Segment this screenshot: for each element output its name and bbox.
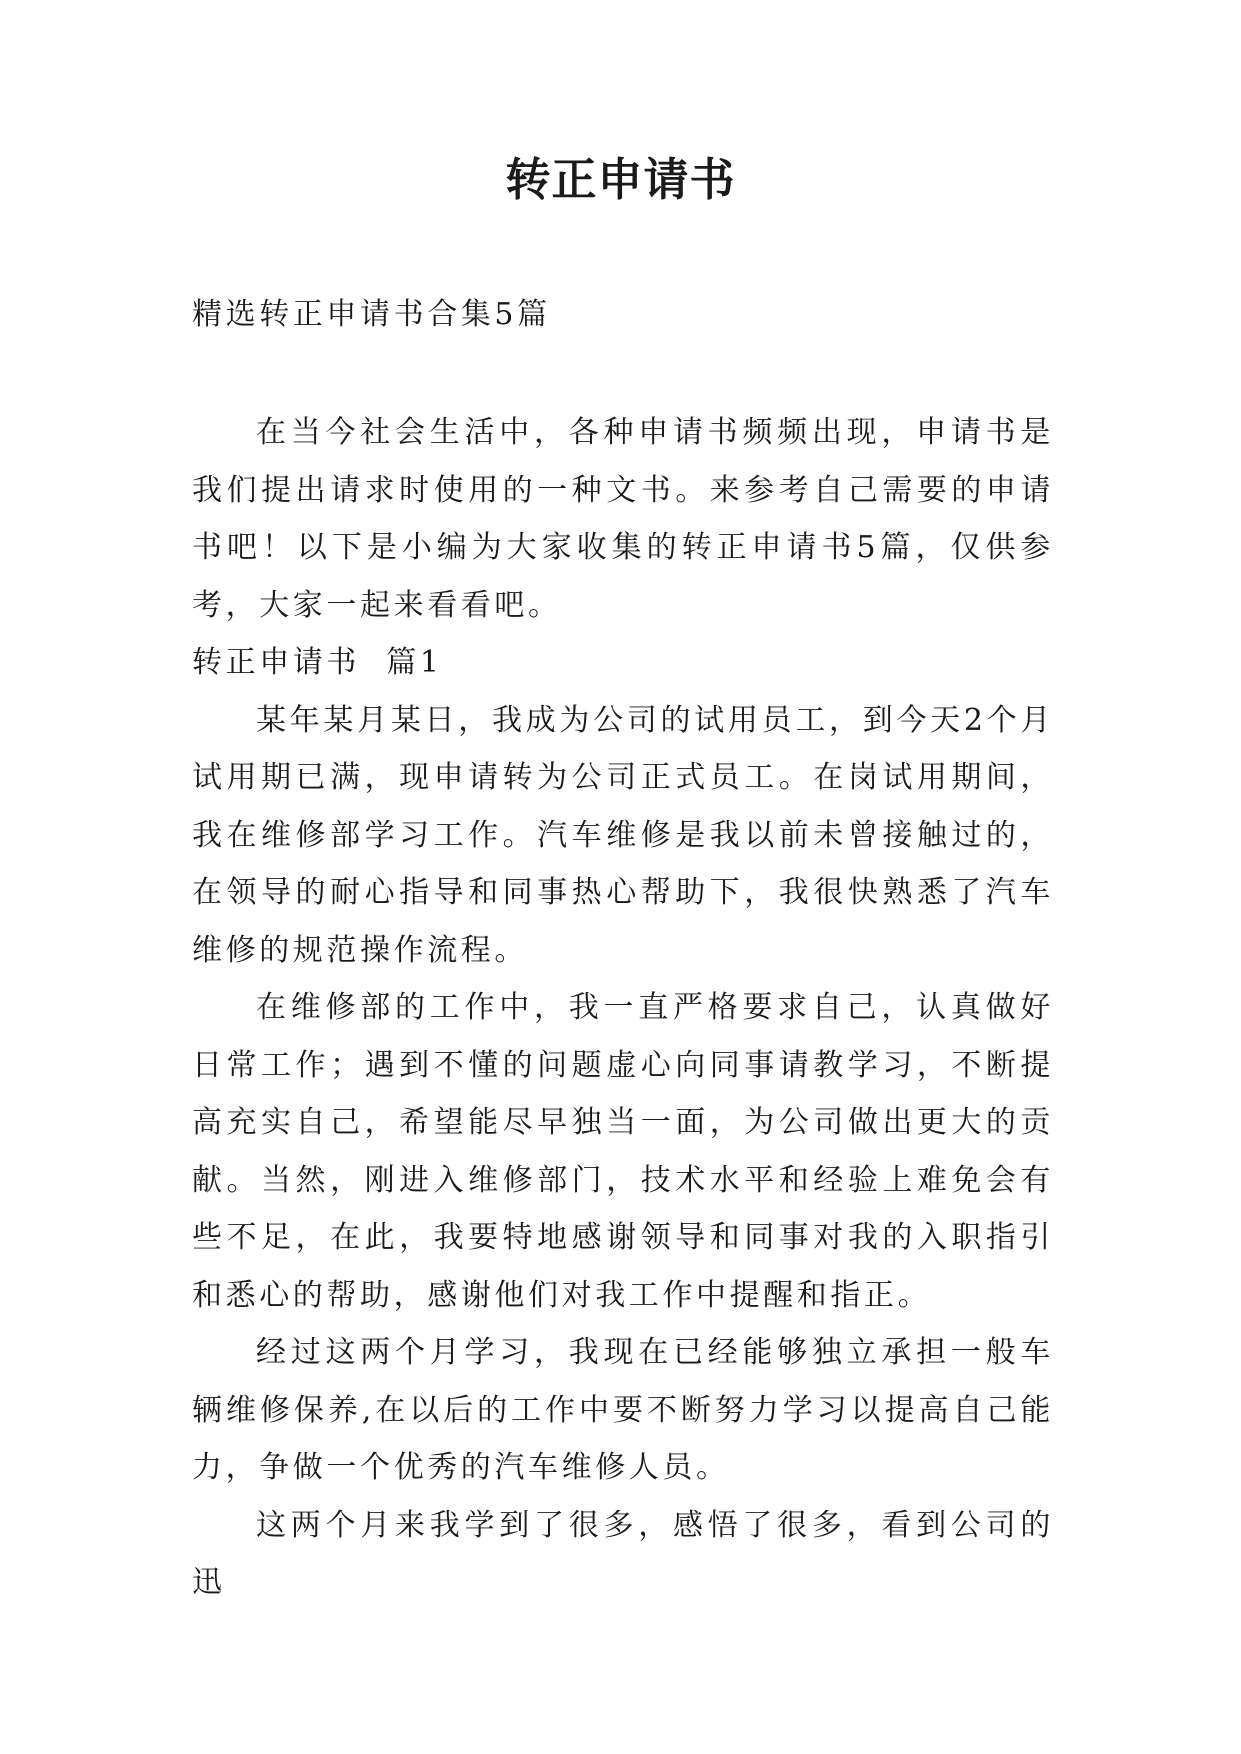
document-title: 转正申请书 bbox=[505, 153, 736, 206]
document-body bbox=[192, 404, 1054, 1612]
body-paragraph: 这两个月来我学到了很多，感悟了很多，看到公司的迅 bbox=[192, 1507, 1054, 1600]
section-heading: 转正申请书 篇1 bbox=[192, 645, 443, 680]
document-subtitle: 精选转正申请书合集5篇 bbox=[192, 297, 551, 332]
body-paragraph: 某年某月某日，我成为公司的试用员工，到今天2个月试用期已满，现申请转为公司正式员工。在岗试用期间，我在维修部学习工作。汽车维修是我以前未曾接触过的，在领导的耐心指导和同事热心帮助下，我很快熟悉了汽车维修的规范操作流程。 bbox=[192, 702, 1054, 968]
body-paragraph: 经过这两个月学习，我现在已经能够独立承担一般车辆维修保养,在以后的工作中要不断努力学习以提高自己能力，争做一个优秀的汽车维修人员。 bbox=[192, 1335, 1054, 1485]
body-paragraph: 在维修部的工作中，我一直严格要求自己，认真做好日常工作；遇到不懂的问题虚心向同事请教学习，不断提高充实自己，希望能尽早独当一面，为公司做出更大的贡献。当然，刚进入维修部门，技术水平和经验上难免会有些不足，在此，我要特地感谢领导和同事对我的入职指引和悉心的帮助，感谢他们对我工作中提醒和指正。 bbox=[192, 990, 1054, 1313]
intro-paragraph: 在当今社会生活中，各种申请书频频出现，申请书是我们提出请求时使用的一种文书。来参考自己需要的申请书吧！以下是小编为大家收集的转正申请书5篇，仅供参考，大家一起来看看吧。 bbox=[192, 415, 1054, 623]
